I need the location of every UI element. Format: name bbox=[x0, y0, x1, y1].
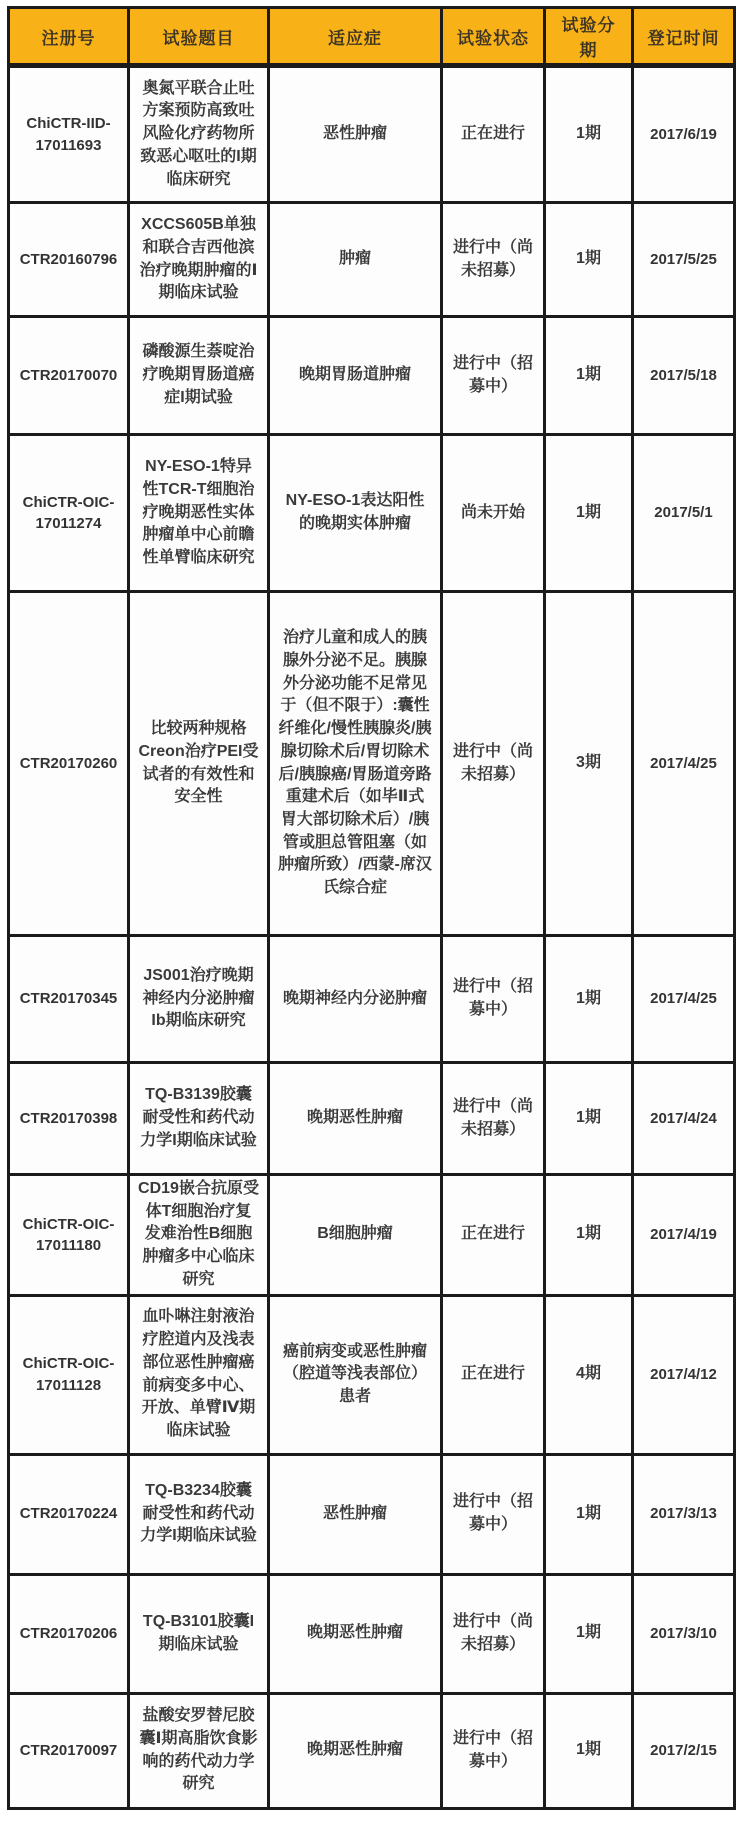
cell-trial-status: 正在进行 bbox=[442, 1295, 545, 1454]
cell-registration-number: ChiCTR-OIC-17011128 bbox=[9, 1295, 129, 1454]
table-row bbox=[9, 203, 735, 317]
cell-registration-date: 2017/4/24 bbox=[633, 1063, 735, 1175]
cell-trial-title: NY-ESO-1特异性TCR-T细胞治疗晚期恶性实体肿瘤单中心前瞻性单臂临床研究 bbox=[129, 435, 269, 592]
cell-registration-number: CTR20170345 bbox=[9, 936, 129, 1063]
cell-trial-title: TQ-B3139胶囊耐受性和药代动力学I期临床试验 bbox=[129, 1063, 269, 1175]
table-row bbox=[9, 1063, 735, 1175]
cell-registration-date: 2017/4/12 bbox=[633, 1295, 735, 1454]
column-header-registration-date: 登记时间 bbox=[633, 8, 735, 66]
cell-registration-number: ChiCTR-IID-17011693 bbox=[9, 66, 129, 203]
table-row bbox=[9, 1574, 735, 1693]
column-header-trial-phase: 试验分期 bbox=[545, 8, 633, 66]
cell-trial-status: 进行中（招募中） bbox=[442, 317, 545, 435]
cell-trial-phase: 1期 bbox=[545, 317, 633, 435]
header-row bbox=[9, 8, 735, 66]
cell-registration-date: 2017/5/18 bbox=[633, 317, 735, 435]
cell-indication: 晚期胃肠道肿瘤 bbox=[269, 317, 442, 435]
cell-registration-number: ChiCTR-OIC-17011274 bbox=[9, 435, 129, 592]
cell-trial-phase: 1期 bbox=[545, 435, 633, 592]
cell-registration-date: 2017/4/25 bbox=[633, 936, 735, 1063]
cell-registration-number: CTR20170206 bbox=[9, 1574, 129, 1693]
column-header-indication: 适应症 bbox=[269, 8, 442, 66]
cell-indication: 晚期恶性肿瘤 bbox=[269, 1693, 442, 1808]
cell-indication: 晚期神经内分泌肿瘤 bbox=[269, 936, 442, 1063]
cell-trial-title: 血卟啉注射液治疗腔道内及浅表部位恶性肿瘤癌前病变多中心、开放、单臂Ⅳ期临床试验 bbox=[129, 1295, 269, 1454]
column-header-trial-status: 试验状态 bbox=[442, 8, 545, 66]
cell-trial-phase: 1期 bbox=[545, 1454, 633, 1574]
cell-indication: NY-ESO-1表达阳性的晚期实体肿瘤 bbox=[269, 435, 442, 592]
cell-registration-number: ChiCTR-OIC-17011180 bbox=[9, 1175, 129, 1296]
cell-trial-status: 尚未开始 bbox=[442, 435, 545, 592]
cell-registration-number: CTR20170097 bbox=[9, 1693, 129, 1808]
cell-registration-date: 2017/2/15 bbox=[633, 1693, 735, 1808]
cell-trial-title: 比较两种规格Creon治疗PEI受试者的有效性和安全性 bbox=[129, 592, 269, 936]
cell-trial-status: 进行中（尚未招募） bbox=[442, 1063, 545, 1175]
table-row bbox=[9, 66, 735, 203]
table-row bbox=[9, 1295, 735, 1454]
cell-registration-date: 2017/4/25 bbox=[633, 592, 735, 936]
cell-trial-title: TQ-B3101胶囊I期临床试验 bbox=[129, 1574, 269, 1693]
cell-trial-phase: 1期 bbox=[545, 936, 633, 1063]
cell-registration-date: 2017/5/1 bbox=[633, 435, 735, 592]
cell-indication: 晚期恶性肿瘤 bbox=[269, 1063, 442, 1175]
cell-trial-phase: 4期 bbox=[545, 1295, 633, 1454]
table-row bbox=[9, 1454, 735, 1574]
table-row bbox=[9, 936, 735, 1063]
cell-indication: B细胞肿瘤 bbox=[269, 1175, 442, 1296]
clinical-trials-table bbox=[7, 6, 736, 1810]
cell-registration-number: CTR20170224 bbox=[9, 1454, 129, 1574]
cell-registration-date: 2017/6/19 bbox=[633, 66, 735, 203]
column-header-registration-number: 注册号 bbox=[9, 8, 129, 66]
cell-trial-status: 进行中（尚未招募） bbox=[442, 1574, 545, 1693]
cell-trial-status: 进行中（招募中） bbox=[442, 1693, 545, 1808]
cell-trial-phase: 1期 bbox=[545, 1574, 633, 1693]
cell-indication: 恶性肿瘤 bbox=[269, 66, 442, 203]
cell-registration-number: CTR20160796 bbox=[9, 203, 129, 317]
cell-trial-status: 进行中（尚未招募） bbox=[442, 592, 545, 936]
cell-trial-title: 奥氮平联合止吐方案预防高致吐风险化疗药物所致恶心呕吐的I期临床研究 bbox=[129, 66, 269, 203]
cell-trial-phase: 1期 bbox=[545, 203, 633, 317]
cell-trial-title: CD19嵌合抗原受体T细胞治疗复发难治性B细胞肿瘤多中心临床研究 bbox=[129, 1175, 269, 1296]
cell-trial-status: 进行中（招募中） bbox=[442, 1454, 545, 1574]
cell-indication: 晚期恶性肿瘤 bbox=[269, 1574, 442, 1693]
cell-trial-title: 盐酸安罗替尼胶囊Ⅰ期高脂饮食影响的药代动力学研究 bbox=[129, 1693, 269, 1808]
cell-indication: 治疗儿童和成人的胰腺外分泌不足。胰腺外分泌功能不足常见于（但不限于）:囊性纤维化/慢性胰腺炎/胰腺切除术后/胃切除术后/胰腺癌/胃肠道旁路重建术后（如毕Ⅱ式胃大部切除术后）/胰管或胆总管阻塞（如肿瘤所致）/西蒙-席汉氏综合症 bbox=[269, 592, 442, 936]
table-row bbox=[9, 1693, 735, 1808]
cell-registration-date: 2017/3/10 bbox=[633, 1574, 735, 1693]
table-row bbox=[9, 435, 735, 592]
cell-trial-status: 进行中（尚未招募） bbox=[442, 203, 545, 317]
table-row bbox=[9, 592, 735, 936]
cell-trial-phase: 1期 bbox=[545, 1693, 633, 1808]
cell-registration-date: 2017/3/13 bbox=[633, 1454, 735, 1574]
cell-registration-number: CTR20170260 bbox=[9, 592, 129, 936]
cell-registration-date: 2017/5/25 bbox=[633, 203, 735, 317]
cell-trial-phase: 1期 bbox=[545, 66, 633, 203]
cell-indication: 恶性肿瘤 bbox=[269, 1454, 442, 1574]
table-row bbox=[9, 317, 735, 435]
cell-registration-number: CTR20170398 bbox=[9, 1063, 129, 1175]
cell-trial-title: XCCS605B单独和联合吉西他滨治疗晚期肿瘤的Ⅰ期临床试验 bbox=[129, 203, 269, 317]
cell-trial-status: 正在进行 bbox=[442, 66, 545, 203]
cell-registration-date: 2017/4/19 bbox=[633, 1175, 735, 1296]
column-header-trial-title: 试验题目 bbox=[129, 8, 269, 66]
cell-trial-status: 正在进行 bbox=[442, 1175, 545, 1296]
cell-trial-phase: 1期 bbox=[545, 1063, 633, 1175]
cell-trial-phase: 3期 bbox=[545, 592, 633, 936]
cell-trial-title: 磷酸源生萘啶治疗晚期胃肠道癌症I期试验 bbox=[129, 317, 269, 435]
cell-trial-title: TQ-B3234胶囊耐受性和药代动力学I期临床试验 bbox=[129, 1454, 269, 1574]
cell-trial-phase: 1期 bbox=[545, 1175, 633, 1296]
cell-trial-title: JS001治疗晚期神经内分泌肿瘤Ib期临床研究 bbox=[129, 936, 269, 1063]
cell-indication: 癌前病变或恶性肿瘤（腔道等浅表部位）患者 bbox=[269, 1295, 442, 1454]
cell-indication: 肿瘤 bbox=[269, 203, 442, 317]
cell-registration-number: CTR20170070 bbox=[9, 317, 129, 435]
cell-trial-status: 进行中（招募中） bbox=[442, 936, 545, 1063]
table-row bbox=[9, 1175, 735, 1296]
